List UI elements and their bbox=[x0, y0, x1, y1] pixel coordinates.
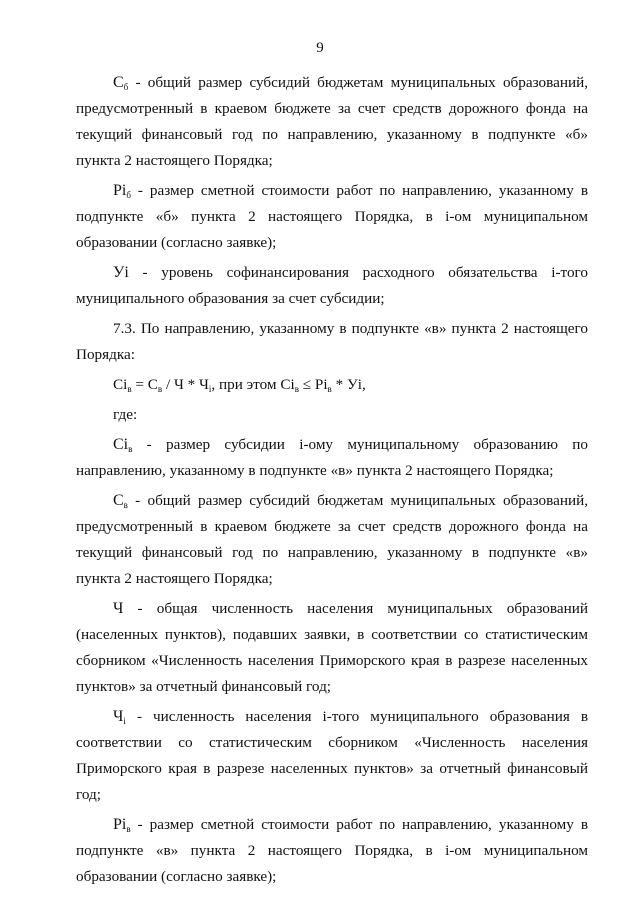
symbol-subscript: в bbox=[128, 444, 133, 454]
definition-ch bbox=[76, 596, 588, 700]
symbol-subscript: в bbox=[123, 500, 128, 510]
symbol: С bbox=[113, 74, 124, 91]
formula-part: , при этом Сi bbox=[211, 376, 295, 393]
symbol: Сi bbox=[113, 436, 129, 453]
formula-part: = С bbox=[131, 376, 158, 393]
formula-part: ≤ Pi bbox=[298, 376, 328, 393]
paragraph-text: - размер сметной стоимости работ по направлению, указанному в подпункте «б» пункта 2 настоящего Порядка, в i-ом муниципальном образовании (согласно заявке); bbox=[76, 182, 588, 251]
formula-subscript: в bbox=[327, 384, 332, 394]
formula-subscript: в bbox=[157, 384, 163, 394]
symbol-subscript: i bbox=[123, 716, 126, 726]
document-body bbox=[76, 70, 588, 894]
definition-text: - общая численность населения муниципальных образований (населенных пунктов), подавших заявки, в соответствии со статистическим сборником «Численность населения Приморского края в разрезе населенных пунктов» за отчетный финансовый год; bbox=[76, 600, 588, 695]
definition-text: - размер сметной стоимости работ по направлению, указанному в подпункте «в» пункта 2 настоящего Порядка, в i-ом муниципальном образовании (согласно заявке); bbox=[76, 816, 588, 885]
definition-text: - общий размер субсидий бюджетам муниципальных образований, предусмотренный в краевом бюджете за счет средств дорожного фонда на текущий финансовый год по направлению, указанному в подпункте «в» пункта 2 настоящего Порядка; bbox=[76, 492, 588, 587]
symbol: Ч bbox=[113, 708, 124, 725]
definition-c-v bbox=[76, 488, 588, 592]
paragraph-yi bbox=[76, 260, 588, 312]
page-number: 9 bbox=[316, 40, 324, 56]
formula-subscript: в bbox=[127, 384, 132, 394]
symbol-subscript: б bbox=[126, 190, 131, 200]
symbol-subscript: б bbox=[123, 82, 129, 92]
symbol: Ч bbox=[113, 600, 124, 617]
paragraph-text: - общий размер субсидий бюджетам муниципальных образований, предусмотренный в краевом бюджете за счет средств дорожного фонда на текущий финансовый год по направлению, указанному в подпункте «б» пункта 2 настоящего Порядка; bbox=[76, 74, 588, 169]
formula-subscript: i bbox=[208, 384, 212, 394]
paragraph-text: - уровень софинансирования расходного обязательства i-того муниципального образования за счет субсидии; bbox=[76, 264, 588, 307]
symbol-subscript: в bbox=[126, 824, 131, 834]
symbol: Pi bbox=[113, 816, 127, 833]
formula-subscript: в bbox=[294, 384, 299, 394]
symbol: С bbox=[113, 492, 124, 509]
definition-pi-v bbox=[76, 812, 588, 890]
definition-text: - численность населения i-того муниципального образования в соответствии со статистическим сборником «Численность населения Приморского края в разрезе населенных пунктов» за отчетный финансовый год; bbox=[76, 708, 588, 803]
paragraph-c-b bbox=[76, 70, 588, 174]
formula-part: Сi bbox=[113, 376, 128, 393]
symbol: Уi bbox=[113, 264, 129, 281]
paragraph-text: 7.3. По направлению, указанному в подпункте «в» пункта 2 настоящего Порядка: bbox=[76, 320, 588, 363]
where-label: где: bbox=[113, 406, 138, 423]
definition-ci-v bbox=[76, 432, 588, 484]
symbol: Pi bbox=[113, 182, 127, 199]
formula bbox=[76, 372, 588, 398]
formula-part: / Ч * Ч bbox=[162, 376, 209, 393]
definition-ch-i bbox=[76, 704, 588, 808]
definition-text: - размер субсидии i-ому муниципальному образованию по направлению, указанному в подпункте «в» пункта 2 настоящего Порядка; bbox=[76, 436, 588, 479]
formula-part: * Уi, bbox=[331, 376, 366, 393]
paragraph-7-3 bbox=[76, 316, 588, 368]
paragraph-pi-b bbox=[76, 178, 588, 256]
